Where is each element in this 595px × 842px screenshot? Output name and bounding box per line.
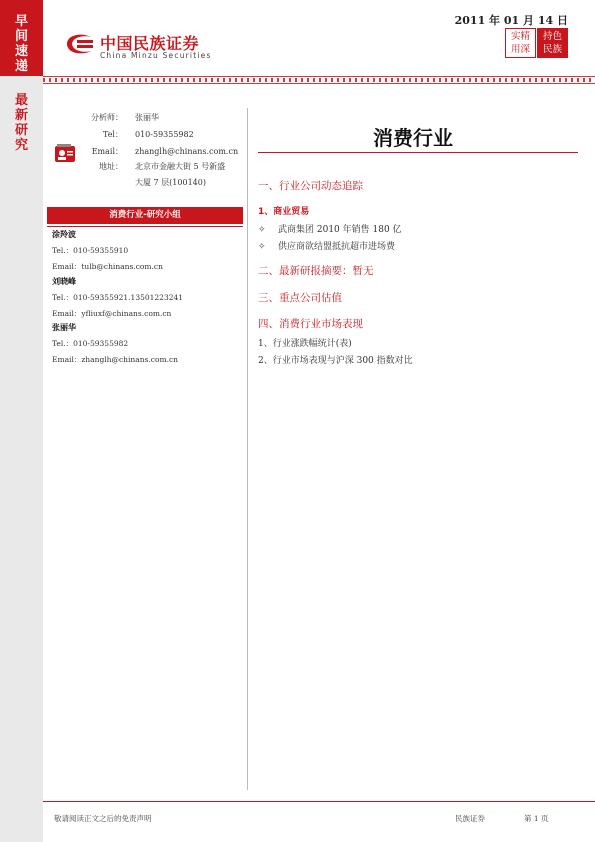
stamp-left-text: 实精 用深	[510, 31, 530, 55]
contact-card-icon	[54, 143, 76, 165]
member-name: 刘晓峰	[52, 277, 76, 286]
analyst-name: 张丽华	[135, 113, 159, 122]
member-email[interactable]: Email：tulb@chinans.com.cn	[52, 262, 163, 271]
band-label-morning-text: 早 间 速 递	[14, 14, 28, 74]
footer-rule	[43, 801, 595, 802]
band-label-research	[0, 93, 43, 153]
list-item: 2、行业市场表现与沪深 300 指数对比	[258, 356, 413, 366]
page-title: 消费行业	[373, 126, 453, 150]
member-email[interactable]: Email：yfliuxf@chinans.com.cn	[52, 309, 172, 318]
bullet-item	[258, 239, 395, 252]
research-group-title: 消费行业-研究小组	[47, 207, 243, 224]
company-name-en: China Minzu Securities	[100, 51, 212, 60]
section-heading-1: 一、行业公司动态追踪	[258, 180, 363, 192]
member-tel: Tel.：010-59355982	[52, 339, 129, 348]
bullet-mark-icon: ✧	[258, 225, 266, 235]
footer-company: 民族证券	[455, 814, 485, 823]
analyst-label: 分析师：	[91, 113, 123, 122]
member-email[interactable]: Email：zhanglh@chinans.com.cn	[52, 355, 179, 364]
analyst-address-cont: 大厦 7 层(100140)	[135, 178, 206, 187]
report-date: 2011 年 01 月 14 日	[454, 14, 568, 27]
bullet-text: 武商集团 2010 年销售 180 亿	[278, 225, 402, 235]
band-label-morning	[0, 14, 43, 74]
section-heading-2: 二、最新研报摘要：暂无	[258, 265, 374, 277]
tel-label: Tel：	[102, 130, 123, 139]
list-item: 1、行业涨跌幅统计(表)	[258, 339, 352, 349]
section-heading-4: 四、消费行业市场表现	[258, 318, 363, 330]
bullet-text: 供应商欲结盟抵抗超市进场费	[278, 242, 396, 252]
column-divider	[247, 108, 248, 790]
analyst-email[interactable]: zhanglh@chinans.com.cn	[135, 147, 239, 156]
member-tel: Tel.：010-59355910	[52, 246, 129, 255]
address-label: 地址：	[99, 162, 123, 171]
analyst-address: 北京市金融大街 5 号新盛	[135, 162, 226, 171]
company-logo-icon	[63, 31, 97, 57]
company-name-cn: 中国民族证券	[100, 34, 200, 53]
member-tel: Tel.：010-59355921.13501223241	[52, 293, 184, 302]
section-heading-3: 三、重点公司估值	[258, 292, 342, 304]
stamp-right	[537, 28, 568, 58]
bullet-item	[258, 222, 402, 235]
band-label-research-text: 最 新 研 究	[14, 93, 28, 153]
subsection-heading: 1、商业贸易	[258, 207, 310, 217]
footer-disclaimer: 敬请阅读正文之后的免责声明	[54, 814, 152, 823]
member-name: 张丽华	[52, 323, 76, 332]
email-label: Email：	[91, 147, 123, 156]
page-number: 第 1 页	[524, 814, 549, 823]
member-name: 涂羚波	[52, 230, 76, 239]
stamp-right-text: 持色 民族	[542, 31, 562, 55]
title-rule	[258, 152, 578, 153]
group-rule	[47, 226, 243, 227]
bullet-mark-icon: ✧	[258, 242, 266, 252]
analyst-tel: 010-59355982	[135, 130, 194, 139]
stamp-left	[505, 28, 536, 58]
decorative-border	[43, 76, 595, 84]
